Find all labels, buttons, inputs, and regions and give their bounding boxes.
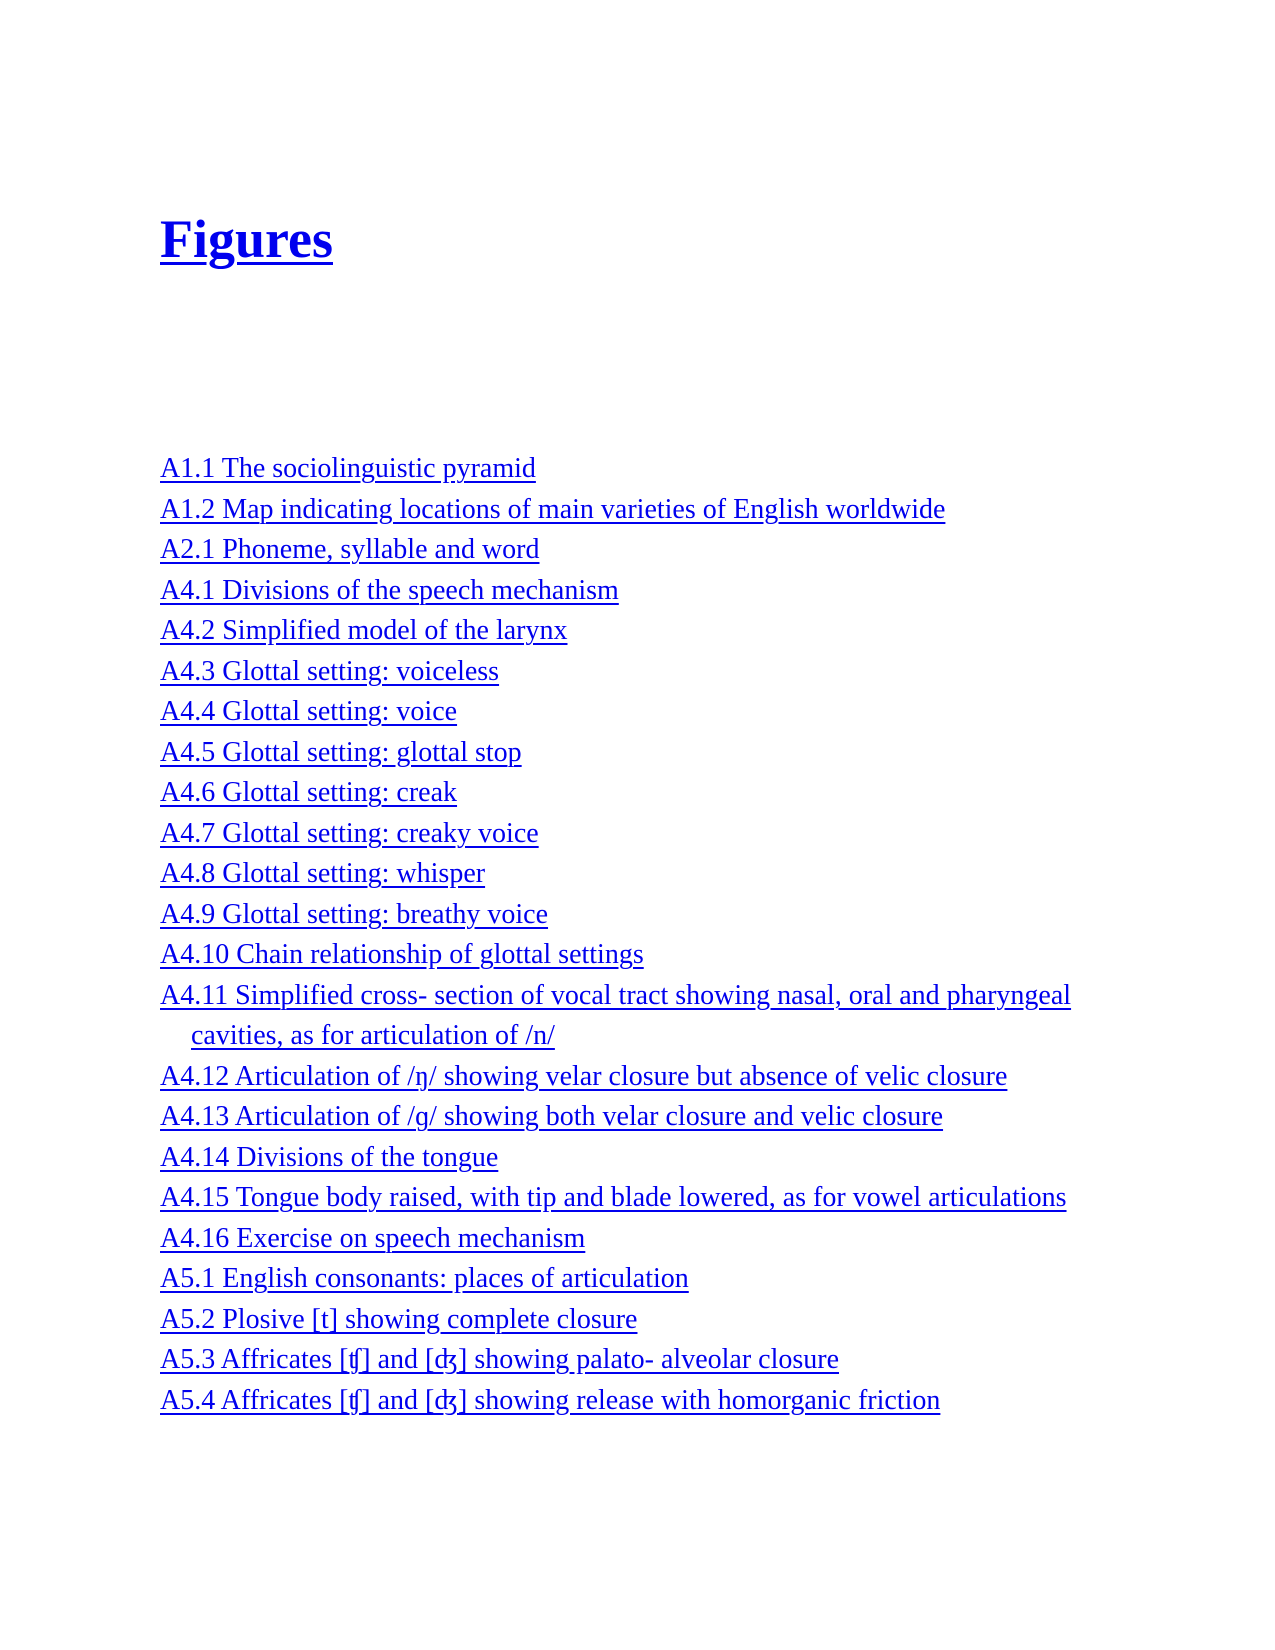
- figure-link[interactable]: A4.10 Chain relationship of glottal settings: [160, 939, 644, 970]
- figure-list-item: [160, 611, 1120, 652]
- figure-link[interactable]: A4.15 Tongue body raised, with tip and blade lowered, as for vowel articulations: [160, 1182, 1067, 1213]
- figure-link[interactable]: A4.2 Simplified model of the larynx: [160, 615, 568, 646]
- figure-link[interactable]: A4.7 Glottal setting: creaky voice: [160, 817, 539, 849]
- figure-list-item: [160, 1178, 1120, 1219]
- figure-list-item: [160, 1097, 1120, 1138]
- figure-link[interactable]: A4.12 Articulation of /ŋ/ showing velar closure but absence of velic closure: [160, 1060, 1008, 1092]
- figure-list-item: [160, 1259, 1120, 1300]
- figure-link[interactable]: A5.3 Affricates [ʧ] and [ʤ] showing palato- alveolar closure: [160, 1344, 840, 1375]
- figure-link[interactable]: A5.4 Affricates [ʧ] and [ʤ] showing release with homorganic friction: [160, 1384, 941, 1416]
- figure-list-item: [160, 733, 1120, 774]
- figure-link[interactable]: A4.6 Glottal setting: creak: [160, 777, 458, 808]
- figure-link[interactable]: A4.1 Divisions of the speech mechanism: [160, 574, 619, 606]
- figure-link[interactable]: A4.4 Glottal setting: voice: [160, 696, 458, 727]
- figure-link[interactable]: A5.2 Plosive [t] showing complete closure: [160, 1303, 638, 1335]
- figure-list-item: [160, 1057, 1120, 1098]
- figure-list-item: [160, 935, 1120, 976]
- figure-link[interactable]: A4.13 Articulation of /ɡ/ showing both velar closure and velic closure: [160, 1101, 944, 1132]
- figure-list-item: [160, 1138, 1120, 1179]
- figure-link[interactable]: A4.5 Glottal setting: glottal stop: [160, 736, 522, 768]
- figure-list-item: [160, 1300, 1120, 1341]
- figure-list-item: [160, 490, 1120, 531]
- figure-list-item: [160, 530, 1120, 571]
- figure-link[interactable]: A1.2 Map indicating locations of main varieties of English worldwide: [160, 493, 946, 525]
- figure-list: [160, 449, 1120, 1421]
- figure-link[interactable]: A1.1 The sociolinguistic pyramid: [160, 453, 536, 484]
- figure-list-item: [160, 895, 1120, 936]
- figure-link[interactable]: A4.16 Exercise on speech mechanism: [160, 1222, 586, 1254]
- figure-list-item: [160, 814, 1120, 855]
- figure-list-item: [160, 976, 1120, 1057]
- figure-link[interactable]: A2.1 Phoneme, syllable and word: [160, 534, 540, 565]
- figure-list-item: [160, 1381, 1120, 1422]
- figure-list-item: [160, 449, 1120, 490]
- figure-list-item: [160, 854, 1120, 895]
- figure-list-item: [160, 1340, 1120, 1381]
- figure-list-item: [160, 773, 1120, 814]
- page-title[interactable]: Figures: [160, 209, 333, 269]
- figure-link[interactable]: A4.9 Glottal setting: breathy voice: [160, 898, 549, 930]
- figure-link[interactable]: A4.14 Divisions of the tongue: [160, 1141, 499, 1173]
- figure-list-item: [160, 652, 1120, 693]
- figure-list-item: [160, 1219, 1120, 1260]
- figure-link[interactable]: A4.11 Simplified cross- section of vocal tract showing nasal, oral and pharyngeal cavities, as for articulation of /n/: [160, 979, 1072, 1051]
- figure-link[interactable]: A4.8 Glottal setting: whisper: [160, 858, 486, 889]
- figure-link[interactable]: A4.3 Glottal setting: voiceless: [160, 655, 500, 687]
- figure-list-item: [160, 571, 1120, 612]
- figure-link[interactable]: A5.1 English consonants: places of articulation: [160, 1263, 689, 1294]
- figure-list-item: [160, 692, 1120, 733]
